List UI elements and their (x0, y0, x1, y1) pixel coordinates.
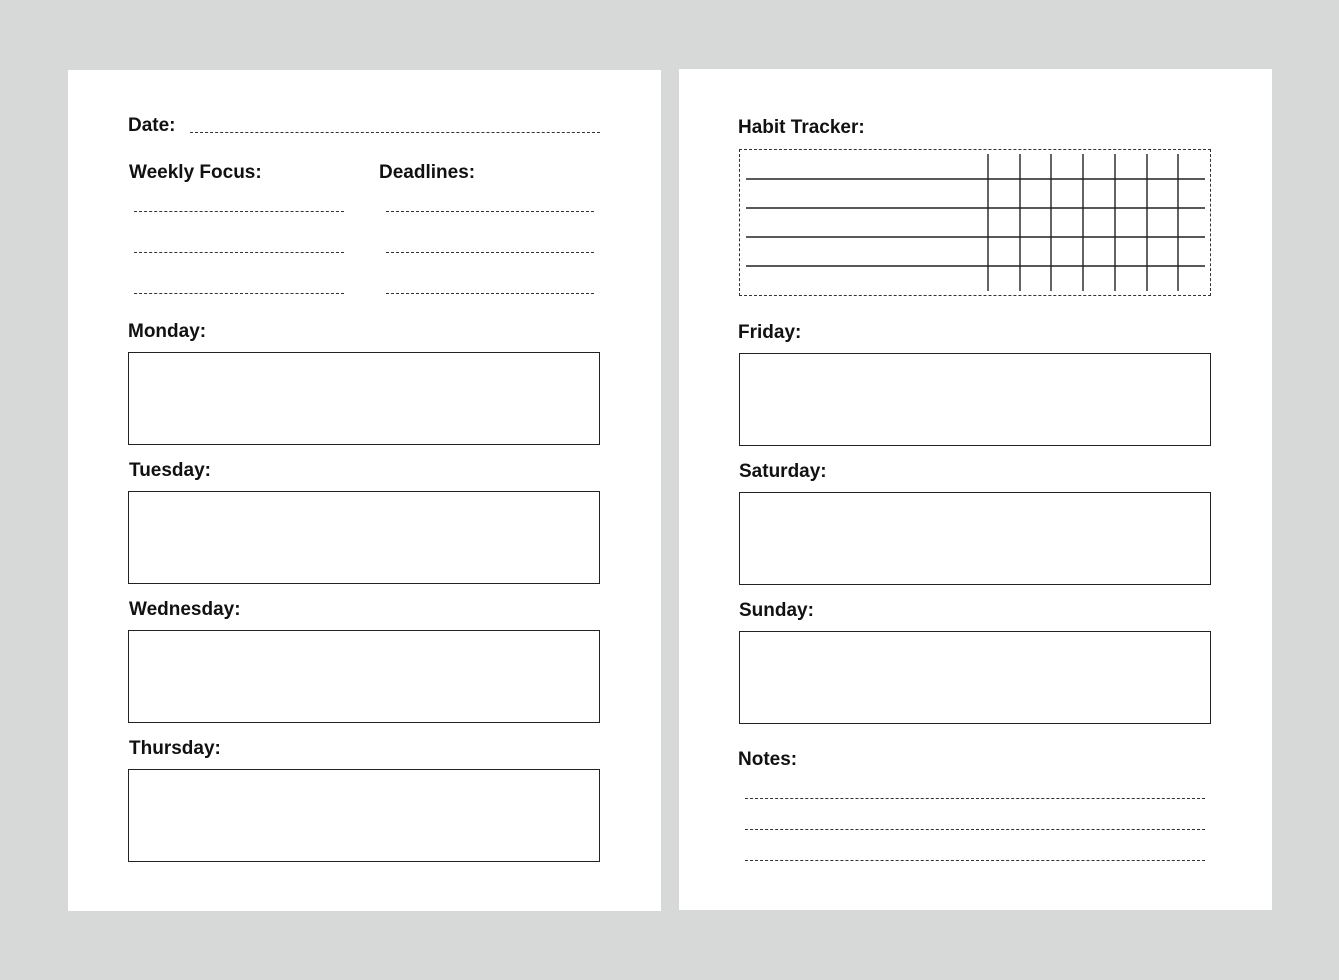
saturday-label: Saturday: (739, 461, 827, 482)
habit-tracker-grid[interactable] (739, 149, 1211, 296)
habit-tracker-lines (740, 150, 1212, 297)
weekly-focus-label: Weekly Focus: (129, 162, 262, 183)
notes-line-1[interactable] (745, 798, 1205, 799)
thursday-label: Thursday: (129, 738, 221, 759)
notes-line-3[interactable] (745, 860, 1205, 861)
thursday-box[interactable] (128, 769, 600, 862)
weekly-focus-line-2[interactable] (134, 252, 344, 253)
wednesday-label: Wednesday: (129, 599, 241, 620)
date-line[interactable] (190, 132, 600, 133)
tuesday-box[interactable] (128, 491, 600, 584)
left-planner-page (68, 70, 661, 911)
monday-label: Monday: (128, 321, 207, 342)
deadlines-line-2[interactable] (386, 252, 594, 253)
deadlines-line-3[interactable] (386, 293, 594, 294)
deadlines-line-1[interactable] (386, 211, 594, 212)
friday-label: Friday: (738, 322, 802, 343)
notes-label: Notes: (738, 749, 798, 770)
weekly-focus-line-1[interactable] (134, 211, 344, 212)
friday-box[interactable] (739, 353, 1211, 446)
date-label: Date: (128, 115, 176, 136)
tuesday-label: Tuesday: (129, 460, 212, 481)
right-planner-page (679, 69, 1272, 910)
weekly-focus-line-3[interactable] (134, 293, 344, 294)
notes-line-2[interactable] (745, 829, 1205, 830)
habit-tracker-label: Habit Tracker: (738, 117, 865, 138)
saturday-box[interactable] (739, 492, 1211, 585)
wednesday-box[interactable] (128, 630, 600, 723)
monday-box[interactable] (128, 352, 600, 445)
sunday-label: Sunday: (739, 600, 814, 621)
deadlines-label: Deadlines: (379, 162, 476, 183)
sunday-box[interactable] (739, 631, 1211, 724)
